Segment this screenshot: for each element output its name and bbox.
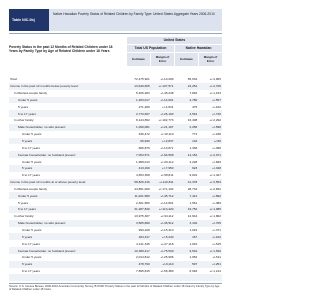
estimate-cell: 475	[192, 104, 198, 109]
table-row	[9, 199, 222, 206]
table-row	[9, 192, 222, 199]
margin-of-error-cell: +/-107,571	[158, 84, 174, 89]
margin-of-error-cell: +/-94,508	[160, 152, 174, 157]
estimate-cell: 5,466,283	[135, 91, 150, 96]
row-label: 5 years	[22, 262, 33, 267]
estimate-cell: 8,144,652	[135, 118, 150, 123]
margin-of-error-cell: +/-1,427	[209, 173, 221, 178]
estimate-cell: 271,480	[138, 104, 150, 109]
estimate-cell: 2,301,580	[135, 200, 150, 205]
row-label: Under 5 years	[22, 255, 42, 260]
margin-of-error-cell: +/-113,420	[158, 207, 174, 212]
table-row	[9, 233, 222, 240]
row-header-label: Poverty Status in the past 12 Months of Related Children under 18 Years by Family Type by Age of Related Children under 18 Years	[9, 45, 113, 54]
estimate-cell: 9,001	[189, 173, 198, 178]
margin-of-error-cell: +/-15,410	[160, 227, 174, 232]
estimate-cell: 1,348	[189, 145, 198, 150]
table-row	[9, 206, 222, 213]
source-note: Source: U.S. Census Bureau, 2006-2010 American Community Survey, B17006: Poverty Status in the past 12 Months of Related Children under 18 Years by Family Type by Age of Related Children under 18 Years.	[9, 285, 220, 292]
estimate-cell: 774	[192, 132, 198, 137]
estimate-cell: 41,378	[187, 180, 198, 185]
estimate-cell: 7,421	[189, 193, 198, 198]
table-row	[9, 124, 222, 131]
row-label: Total:	[10, 77, 18, 82]
estimate-cell: 7,895,815	[135, 269, 150, 274]
margin-of-error-cell: +/-2,837	[162, 139, 174, 144]
estimate-cell: 11,261,580	[134, 193, 150, 198]
margin-of-error-cell: +/-21,197	[160, 125, 174, 130]
table-row	[9, 144, 222, 151]
estimate-cell: 1,916	[189, 241, 198, 246]
margin-of-error-cell: +/-110,811	[159, 180, 174, 185]
margin-of-error-cell: +/-9,110	[162, 262, 174, 267]
estimate-cell: 1,561	[189, 200, 198, 205]
table-row	[9, 76, 222, 83]
row-label: In other family:	[14, 214, 35, 219]
margin-of-error-cell: +/-740	[212, 111, 221, 116]
native-hawaiian-header: Native Hawaiian	[175, 45, 222, 52]
table-row	[9, 247, 222, 254]
margin-of-error-cell: +/-10,110	[160, 132, 174, 137]
table-row	[9, 240, 222, 247]
estimate-cell: 2,780	[189, 97, 198, 102]
row-label: 5 years	[22, 166, 33, 171]
margin-of-error-cell: +/-557	[212, 97, 221, 102]
table-row	[9, 131, 222, 138]
table-title: Native Hawaiian Poverty Status of Related Children by Family Type: United States Aggregate Years 2006-2010	[49, 9, 222, 31]
estimate-cell: 923	[192, 166, 198, 171]
estimate-cell: 7,846	[189, 91, 198, 96]
row-label: 5 years	[18, 104, 29, 109]
row-label: In other family:	[14, 118, 35, 123]
margin-of-error-cell: +/-598	[212, 125, 221, 130]
estimate-cell: 16,408	[187, 118, 198, 123]
margin-of-error-cell: +/-2,071	[209, 152, 221, 157]
estimate-cell: 4,653,368	[135, 173, 150, 178]
row-label: Under 5 years	[18, 97, 38, 102]
table-row	[9, 90, 222, 97]
margin-of-error-cell: +/-45,712	[160, 193, 174, 198]
row-label: 6 to 17 years	[22, 269, 40, 274]
estimate-cell: 65,632	[187, 77, 198, 82]
margin-of-error-cell: +/-515	[212, 241, 221, 246]
estimate-cell: 2,411,345	[136, 241, 150, 246]
row-label: Under 5 years	[22, 132, 42, 137]
estimate-cell: 478,790	[138, 262, 150, 267]
table-row	[9, 158, 222, 165]
table-row	[9, 220, 222, 227]
table-row	[9, 254, 222, 261]
column-headers	[127, 37, 222, 73]
estimate-cell: 7,054,571	[135, 152, 150, 157]
row-label: 6 to 17 years	[22, 173, 40, 178]
table-row	[9, 110, 222, 117]
margin-of-error-cell: +/-45,248	[160, 91, 174, 96]
margin-of-error-cell: +/-27,118	[160, 241, 174, 246]
estimate-cell: 3,102	[189, 221, 198, 226]
margin-of-error-cell: +/-7,950	[162, 166, 174, 171]
margin-of-error-cell: +/-1,153	[209, 91, 221, 96]
estimate-cell: 1,988,013	[135, 159, 150, 164]
estimate-cell: 2,256	[189, 125, 198, 130]
estimate-cell: 3,585,890	[135, 221, 150, 226]
row-label: 5 years	[22, 139, 33, 144]
divider	[9, 283, 222, 284]
row-label: 6 to 17 years	[22, 145, 40, 150]
margin-of-error-cell: +/-102,773	[158, 118, 174, 123]
margin-of-error-cell: +/-4,831	[162, 104, 174, 109]
estimate-cell: 1,952	[189, 255, 198, 260]
margin-of-error-cell: +/-26,190	[160, 111, 174, 116]
table-row	[9, 151, 222, 158]
row-label: 6 to 17 years	[18, 207, 36, 212]
margin-of-error-cell: +/-251	[212, 262, 221, 267]
united-states-header: United States	[127, 37, 222, 44]
total-us-header: Total US Population	[127, 45, 174, 52]
table-row	[9, 274, 222, 281]
estimate-cell: 24,254	[187, 84, 198, 89]
margin-of-error-cell: +/-80	[213, 139, 221, 144]
estimate-cell: 1,019	[189, 227, 198, 232]
row-label: Under 5 years	[22, 159, 42, 164]
estimate-cell: 1,090,081	[135, 125, 150, 130]
estimate-cell: 4,591	[189, 111, 198, 116]
margin-of-error-cell: +/-13,871	[160, 145, 174, 150]
margin-of-error-cell: +/-4,965	[209, 77, 221, 82]
row-label: Income in the past 12 months below poverty level:	[10, 84, 79, 89]
estimate-cell: 9,542	[189, 248, 198, 253]
margin-of-error-cell: +/-29,112	[160, 159, 174, 164]
row-label: 5 years	[18, 200, 29, 205]
estimate-cell: 14,152	[187, 152, 198, 157]
table-row	[9, 261, 222, 268]
row-label: Female householder, no husband present:	[18, 248, 76, 253]
margin-of-error-cell: +/-36,512	[160, 221, 174, 226]
row-label: 6 to 17 years	[18, 111, 36, 116]
margin-of-error-cell: +/-398	[212, 145, 221, 150]
table-row	[9, 172, 222, 179]
margin-of-error-cell: +/-3,553	[209, 180, 221, 185]
margin-of-error-cell: +/-56,380	[160, 269, 174, 274]
row-label: 5 years	[22, 234, 33, 239]
table-row	[9, 186, 222, 193]
estimate-cell: 13,975,307	[134, 214, 150, 219]
margin-of-error-cell: +/-2,706	[209, 84, 221, 89]
estimate-cell: 2,770,697	[135, 111, 150, 116]
estimate-cell: 58,826,316	[134, 180, 150, 185]
estimate-cell: 686,879	[138, 145, 150, 150]
table-row	[9, 97, 222, 104]
estimate-cell: 12,644	[187, 214, 198, 219]
estimate-cell: 31,287,849	[134, 207, 150, 212]
margin-of-error-cell: +/-892	[212, 193, 221, 198]
margin-of-error-header: Margin of Error	[151, 53, 174, 66]
margin-of-error-cell: +/-162	[212, 104, 221, 109]
table-header	[9, 9, 222, 31]
table-id-tab: Table NIC-0bj	[9, 9, 49, 31]
margin-of-error-cell: +/-171,102	[158, 186, 174, 191]
margin-of-error-cell: +/-58,811	[160, 173, 174, 178]
estimate-header: Estimate	[175, 53, 198, 66]
row-label: Male householder, no wife present:	[18, 221, 66, 226]
estimate-cell: 597	[192, 262, 198, 267]
data-table	[9, 76, 222, 281]
estimate-header: Estimate	[127, 53, 150, 66]
margin-of-error-header: Margin of Error	[199, 53, 222, 66]
estimate-cell: 19,752	[187, 207, 198, 212]
margin-of-error-cell: +/-248	[212, 132, 221, 137]
estimate-cell: 44,851,009	[134, 186, 150, 191]
margin-of-error-cell: +/-371	[212, 227, 221, 232]
table-row	[9, 165, 222, 172]
table-row	[9, 213, 222, 220]
row-header-cell	[9, 37, 125, 73]
margin-of-error-cell: +/-1,214	[209, 269, 221, 274]
divider	[9, 33, 222, 34]
row-label: In Married-couple family	[14, 186, 48, 191]
margin-of-error-cell: +/-829	[212, 159, 221, 164]
margin-of-error-cell: +/-389	[212, 200, 221, 205]
row-label: 6 to 17 years	[22, 241, 40, 246]
margin-of-error-cell: +/-511	[212, 255, 221, 260]
margin-of-error-cell: +/-1,985	[209, 207, 221, 212]
table-row	[9, 83, 222, 90]
table-row	[9, 117, 222, 124]
estimate-cell: 134	[192, 139, 198, 144]
margin-of-error-cell: +/-75,530	[160, 248, 174, 253]
margin-of-error-cell: +/-5,240	[162, 234, 174, 239]
table-row	[9, 138, 222, 145]
estimate-cell: 167	[192, 234, 198, 239]
estimate-cell: 2,014,812	[135, 255, 150, 260]
margin-of-error-cell: +/-2,652	[209, 186, 221, 191]
row-label: In Married-couple family	[14, 91, 48, 96]
table-row	[9, 227, 222, 234]
margin-of-error-cell: +/-25,906	[160, 255, 174, 260]
row-label: Male householder, no wife present:	[18, 125, 66, 130]
margin-of-error-cell: +/-102	[212, 234, 221, 239]
margin-of-error-cell: +/-1,802	[209, 214, 221, 219]
table-row	[9, 103, 222, 110]
margin-of-error-cell: +/-14,001	[160, 97, 174, 102]
estimate-cell: 72,475,921	[134, 77, 150, 82]
estimate-cell: 4,228	[189, 159, 198, 164]
row-label: Under 5 years	[22, 227, 42, 232]
estimate-cell: 66,930	[140, 139, 150, 144]
estimate-cell: 13,649,605	[134, 84, 150, 89]
estimate-cell: 990,228	[138, 227, 150, 232]
row-label: Income in the past 12 months at or above poverty level:	[10, 180, 87, 185]
estimate-cell: 1,263,017	[135, 97, 150, 102]
margin-of-error-cell: +/-1,520	[209, 248, 221, 253]
estimate-cell: 336,472	[138, 132, 150, 137]
margin-of-error-cell: +/-2,292	[209, 118, 221, 123]
estimate-cell: 413,190	[138, 166, 150, 171]
estimate-cell: 6,993	[189, 269, 198, 274]
estimate-cell: 184,317	[138, 234, 150, 239]
margin-of-error-cell: +/-328	[212, 166, 221, 171]
table-row	[9, 268, 222, 275]
estimate-cell: 28,734	[187, 186, 198, 191]
margin-of-error-cell: +/-94,112	[160, 214, 174, 219]
margin-of-error-cell: +/-14,891	[160, 200, 174, 205]
margin-of-error-cell: +/-10,299	[160, 77, 174, 82]
table-row	[9, 179, 222, 186]
estimate-cell: 10,389,417	[134, 248, 150, 253]
margin-of-error-cell: +/-705	[212, 221, 221, 226]
row-label: Female householder, no husband present:	[18, 152, 76, 157]
row-label: Under 5 years	[18, 193, 38, 198]
